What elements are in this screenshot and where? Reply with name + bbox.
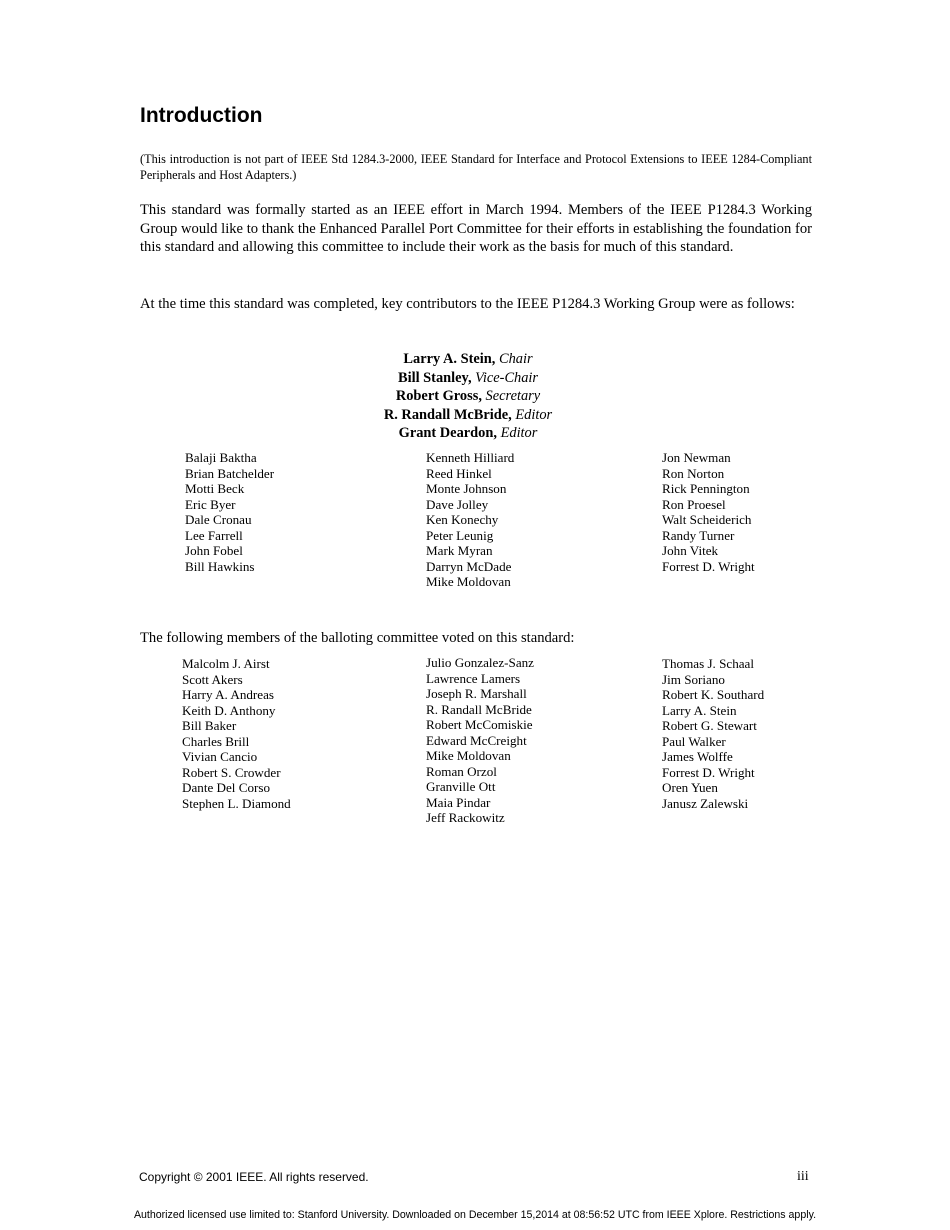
member-name: Roman Orzol [426,763,497,779]
officer-line: Bill Stanley, Vice-Chair [397,369,539,386]
member-name: Edward McCreight [426,732,527,748]
working-group-officers [140,350,796,443]
member-name: Ron Norton [662,465,725,481]
member-name: Paul Walker [662,733,726,749]
member-name: Larry A. Stein [662,702,737,718]
member-name: Mike Moldovan [426,748,511,763]
member-name: Monte Johnson [426,481,507,496]
member-name: Harry A. Andreas [182,687,274,702]
member-name: Ron Proesel [662,496,726,512]
balloting-intro: The following members of the balloting committee voted on this standard: [140,630,575,646]
member-name: R. Randall McBride [426,701,532,717]
member-name: Motti Beck [185,481,245,496]
member-name: Robert G. Stewart [662,718,757,733]
member-name: Bill Baker [182,718,237,733]
member-name: Bill Hawkins [185,558,255,574]
member-name: James Wolffe [662,749,733,764]
member-name: Granville Ott [426,779,496,794]
intro-paragraph-2: At the time this standard was completed, key contributors to the IEEE P1284.3 Working Group were as follows: [140,296,795,312]
member-name: Mark Myran [426,543,493,558]
member-name: Oren Yuen [662,780,718,795]
member-name: Thomas J. Schaal [662,656,755,671]
member-name: Julio Gonzalez-Sanz [426,655,534,670]
working-group-column-2 [426,450,514,590]
member-name: Dale Cronau [185,512,252,527]
member-name: Reed Hinkel [426,465,492,481]
member-name: Robert K. Southard [662,687,765,702]
ballot-column-2 [426,655,534,826]
ballot-column-1 [182,656,291,811]
member-name: Lawrence Lamers [426,670,521,686]
officer-line: Robert Gross, Secretary [395,388,541,404]
member-name: Darryn McDade [426,558,512,574]
ballot-column-3 [662,656,764,811]
member-name: Peter Leunig [426,527,494,543]
member-name: Jon Newman [662,450,731,465]
member-name: Maia Pindar [426,794,491,810]
member-name: Vivian Cancio [182,749,258,764]
member-name: Lee Farrell [185,527,243,543]
page-number: iii [797,1169,809,1184]
member-name: Charles Brill [182,733,250,749]
member-name: Jim Soriano [662,671,725,687]
member-name: Keith D. Anthony [182,702,276,718]
page-title: Introduction [140,104,263,127]
intro-paragraph-1: This standard was formally started as an IEEE effort in March 1994. Members of the IEEE P1284.3 Working Group would like to thank the Enhanced Parallel Port Committee for their efforts in establishing the foundation for this standard and allowing this committee to include their work as the basis for much of this standard. [140,202,812,256]
copyright-notice: Copyright © 2001 IEEE. All rights reserved. [139,1170,369,1184]
license-notice: Authorized licensed use limited to: Stanford University. Downloaded on December 15,2014 at 08:56:52 UTC from IEEE Xplore. Restrictions apply. [133,1209,817,1221]
member-name: Balaji Baktha [185,450,257,465]
member-name: Randy Turner [662,527,735,543]
member-name: Joseph R. Marshall [426,686,527,701]
introduction-note: (This introduction is not part of IEEE Std 1284.3-2000, IEEE Standard for Interface and Protocol Extensions to IEEE 1284-Compliant Peripherals and Host Adapters.) [140,152,812,182]
member-name: Walt Scheiderich [662,512,752,527]
member-name: Rick Pennington [662,481,750,496]
working-group-column-1 [185,450,274,574]
member-name: Forrest D. Wright [662,764,755,780]
officer-line: Grant Deardon, Editor [398,425,538,441]
member-name: Mike Moldovan [426,574,511,589]
member-name: Kenneth Hilliard [426,450,515,465]
member-name: Eric Byer [185,496,236,512]
member-name: Robert S. Crowder [182,764,281,780]
member-name: Dante Del Corso [182,780,270,795]
working-group-column-3 [662,450,755,574]
member-name: Brian Batchelder [185,465,275,481]
member-name: Scott Akers [182,671,243,687]
member-name: John Fobel [185,543,243,558]
member-name: Dave Jolley [426,496,489,512]
member-name: John Vitek [662,543,719,558]
member-name: Jeff Rackowitz [426,810,505,825]
officer-line: R. Randall McBride, Editor [383,406,553,423]
officer-line: Larry A. Stein, Chair [403,351,533,367]
member-name: Ken Konechy [426,512,499,527]
member-name: Stephen L. Diamond [182,795,291,811]
member-name: Janusz Zalewski [662,795,749,811]
member-name: Robert McComiskie [426,717,533,732]
member-name: Forrest D. Wright [662,558,755,574]
member-name: Malcolm J. Airst [182,656,270,671]
